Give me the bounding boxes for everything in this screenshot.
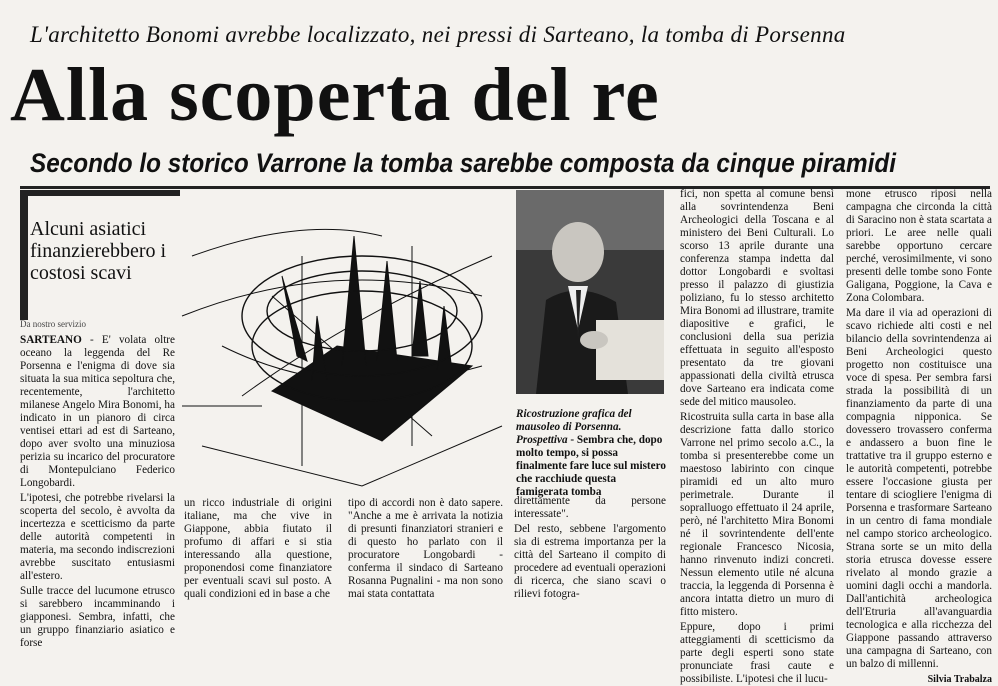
paragraph: Del resto, sebbene l'argomento sia di estrema importanza per la città del Sarteano il compito di procedere ad eventuali operazioni di ricerca, che siano scavi o rilievi fotogra- xyxy=(514,523,666,600)
article-column-2 xyxy=(184,497,332,600)
paragraph-text: - E' volata oltre oceano la leggenda del Re Porsenna e l'enigma di dove sia situata la sua mitica sepoltura che, recentemente, l'architetto milanese Angelo Mira Bonomi, ha indicato in un pianoro di circa ventisei ettari ad est di Sarteano, dopo aver svolto una minuziosa perizia su incarico del procuratore di Montepulciano Federico Longobardi. xyxy=(20,334,175,489)
article-column-4 xyxy=(514,495,666,600)
mausoleum-drawing xyxy=(182,196,507,492)
caption-text: - Sembra che, dopo molto tempo, si possa finalmente fare luce sul mistero che racchiude questa famigerata tomba xyxy=(516,434,666,498)
paragraph: Ricostruita sulla carta in base alla descrizione fatta dallo storico Varrone nel primo secolo a.C., la tomba si presenterebbe come un maestoso labirinto con cinque piramidi ed un alto muro perimetrale. Durante il sopralluogo effettuato il 24 aprile, però, né l'architetto Mira Bonomi né il sovrintendente dell'ente regionale Francesco Nicosia, hanno rinvenuto indizi concreti. Nessun elemento utile né alcuna traccia, la leggenda di Porsenna è ancora intatta dietro un muro di fitto mistero. xyxy=(680,411,834,618)
dateline: Da nostro servizio xyxy=(20,319,86,329)
paragraph: L'ipotesi, che potrebbe rivelarsi la scoperta del secolo, è avvolta da incertezza e scetticismo da parte delle autorità competenti in materia, ma secondo indiscrezioni avrebbe suscitato entusiasmi all'estero. xyxy=(20,492,175,582)
paragraph: un ricco industriale di origini italiane, ma che vive in Giappone, abbia fiutato il profumo di affari e si stia interessando alla questione, proponendosi come finanziatore per eventuali scavi sul posto. A quali condizioni ed in base a che xyxy=(184,497,332,600)
photo-caption xyxy=(516,408,666,499)
lead-word: SARTEANO xyxy=(20,334,82,346)
article-column-6 xyxy=(846,188,992,685)
portrait-photo xyxy=(516,190,664,394)
author-signature: Silvia Trabalza xyxy=(927,674,992,685)
paragraph: fici, non spetta al comune bensì alla sovrintendenza Beni Archeologici della Toscana e al ministero dei Beni Culturali. Lo scorso 13 aprile durante una conferenza stampa indetta dal dottor Longobardi e svoltasi presso il palazzo di giustizia poliziano, fu lo stesso architetto Mira Bonomi ad illustrare, tramite diapositive e grafici, le conclusioni della sua perizia effettuata in seguito all'esposto presentato da tre giovani appassionati della civiltà etrusca dove Sarteano era indicata come sede del mitico mausoleo. xyxy=(680,188,834,408)
caption-italic: Ricostruzione grafica del mausoleo di Porsenna. Prospettiva xyxy=(516,408,632,446)
mausoleum-illustration xyxy=(182,196,507,492)
paragraph: tipo di accordi non è dato sapere. "Anche a me è arrivata la notizia di presunti finanziatori stranieri e di questo ho parlato con il procuratore Longobardi - conferma il sindaco di Sarteano Rosanna Pugnalini - ma non sono mai stata contattata xyxy=(348,497,503,600)
paragraph: Eppure, dopo i primi atteggiamenti di scetticismo da parte degli esperti sono state pronunciate frasi caute e possibiliste. L'ipotesi che il lucu- xyxy=(680,621,834,685)
article-column-1 xyxy=(20,318,175,649)
article-kicker: L'architetto Bonomi avrebbe localizzato, nei pressi di Sarteano, la tomba di Porsenna xyxy=(30,22,846,47)
paragraph xyxy=(20,334,175,490)
sidebar-marker xyxy=(20,190,28,320)
paragraph: Sulle tracce del lucumone etrusco si sarebbero incamminando i giapponesi. Sembra, infatti, che un gruppo finanziario asiatico e forse xyxy=(20,585,175,649)
article-headline: Alla scoperta del re xyxy=(10,53,660,137)
article-subheadline: Secondo lo storico Varrone la tomba sarebbe composta da cinque piramidi xyxy=(30,148,896,178)
divider-rule xyxy=(20,186,990,189)
article-column-3 xyxy=(348,497,503,600)
portrait-image xyxy=(516,190,664,394)
sidebar-top-rule xyxy=(20,190,180,196)
paragraph: mone etrusco riposi nella campagna che circonda la città di Saracino non è stata scartata a priori. Le aree nelle quali sarebbe opportuno cercare perché, verosimilmente, vi sono presenti delle tombe sono Fonte Galigana, Poggione, la Cava e Zona Colombara. xyxy=(846,188,992,304)
article-column-5 xyxy=(680,188,834,685)
sidebar-heading: Alcuni asiatici finanzierebbero i costosi scavi xyxy=(30,218,167,284)
paragraph: Ma dare il via ad operazioni di scavo richiede alti costi e nel bilancio della sovrintendenza ai Beni Archeologici questo progetto non costituisce una voce di spesa. Per sembra farsi strada la possibilità di un finanziamento da parte di una compagnia nipponica. Se dovessero trovassero conferma e andassero a buon fine le trattative tra il gruppo esterno e le autorità competenti, potrebbe essere l'occasione giusta per tentare di sciogliere l'enigma di Porsenna e trasformare Sarteano in un centro di fama mondiale nel campo storico archeologico. Strana sorte se un mito della storia etrusca dovesse essere rivelato al mondo grazie a uomini dagli occhi a mandorla. Dall'antichità archeologica dell'Etruria all'avanguardia tecnologica e alla ricchezza del Giappone passando attraverso una campagna di Sarteano, con un balzo di millenni. xyxy=(846,307,992,670)
paragraph: direttamente da persone interessate". xyxy=(514,495,666,520)
